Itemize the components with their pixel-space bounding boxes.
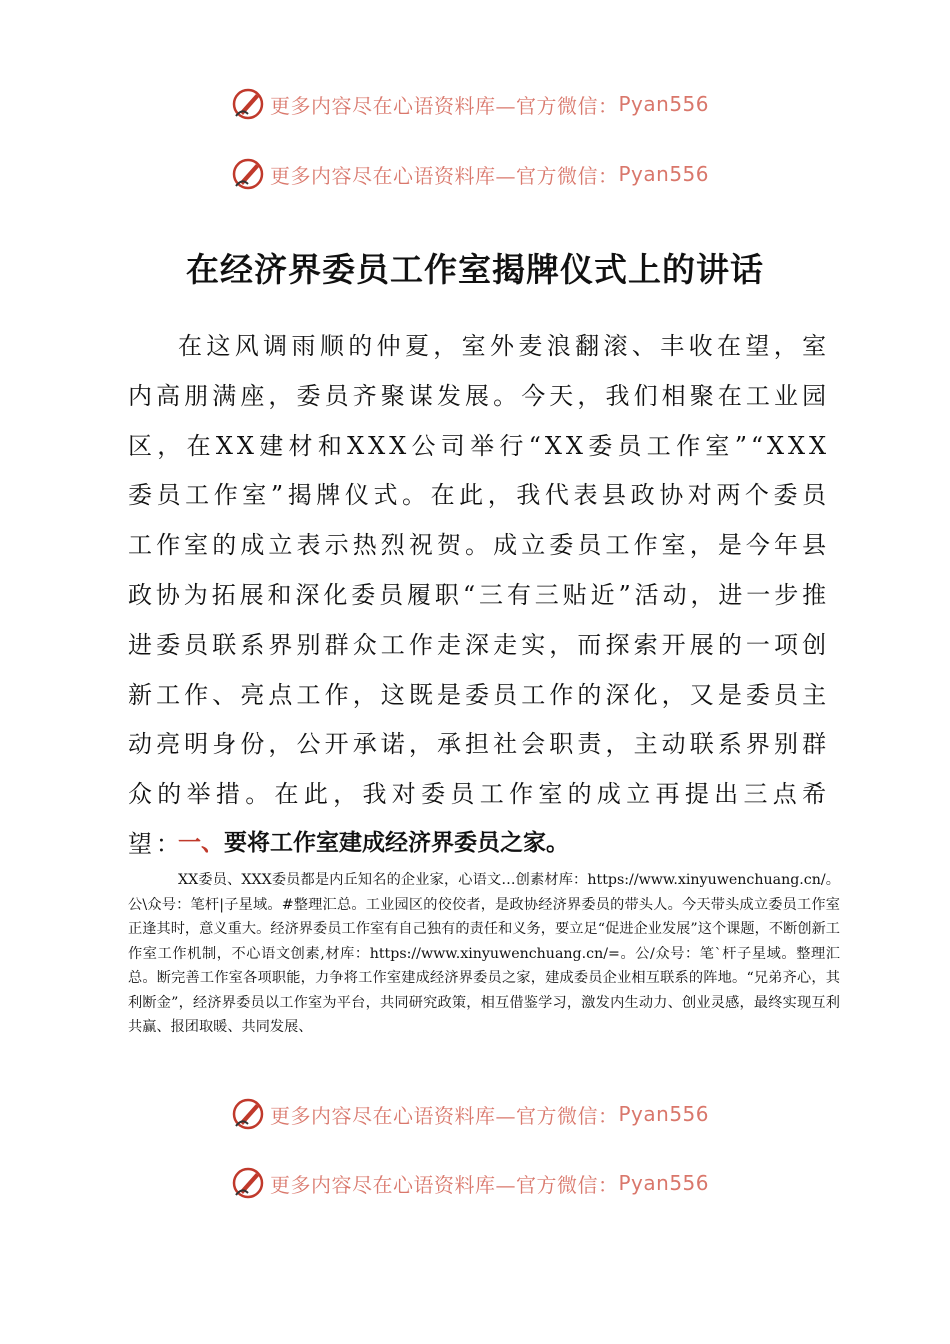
section-title: 要将工作室建成经济界委员之家。 <box>224 830 569 856</box>
section-number: 一、 <box>178 830 224 856</box>
document-title: 在经济界委员工作室揭牌仪式上的讲话 <box>186 250 764 289</box>
watermark-banner-2 <box>230 154 730 194</box>
pen-logo-icon <box>230 1096 266 1132</box>
banner-text: 更多内容尽在心语资料库—官方微信： <box>270 93 619 118</box>
section-1-body: XX委员、XXX委员都是内丘知名的企业家，心语文…创素材库：https://www.xinyuwenchuang.cn/。公\众号：笔杆|子星域。#整理汇总。工业园区的佼佼者，是政协经济界委员的带头人。今天带头成立委员工作室正逢其时，意义重大。经济界委员工作室有自己独有的责任和义务，要立足“促进企业发展”这个课题，不断创新工作室工作机制，不心语文创素,材库：https://www.xinyuwenchuang.cn/=。公/众号：笔`杆子星域。整理汇总。断完善工作室各项职能，力争将工作室建成经济界委员之家，建成委员企业相互联系的阵地。“兄弟齐心，其利断金”，经济界委员以工作室为平台，共同研究政策，相互借鉴学习，激发内生动力、创业灵感，最终实现互利共赢、报团取暖、共同发展、 <box>128 872 840 1035</box>
banner-text: 更多内容尽在心语资料库—官方微信： <box>270 1103 619 1128</box>
watermark-banner-1 <box>230 84 730 124</box>
section-heading-1 <box>178 824 569 857</box>
intro-paragraph: 在这风调雨顺的仲夏，室外麦浪翻滚、丰收在望，室内高朋满座，委员齐聚谋发展。今天，我们相聚在工业园区，在XX建材和XXX公司举行“XX委员工作室”“XXX委员工作室”揭牌仪式。在此，我代表县政协对两个委员工作室的成立表示热烈祝贺。成立委员工作室，是今年县政协为拓展和深化委员履职“三有三贴近”活动，进一步推进委员联系界别群众工作走深走实，而探索开展的一项创新工作、亮点工作，这既是委员工作的深化，又是委员主动亮明身份，公开承诺，承担社会职责，主动联系界别群众的举措。在此，我对委员工作室的成立再提出三点希望： <box>128 332 830 858</box>
banner-wechat-id: Pyan556 <box>618 162 710 186</box>
banner-wechat-id: Pyan556 <box>618 92 710 116</box>
banner-wechat-id: Pyan556 <box>618 1102 710 1126</box>
pen-logo-icon <box>230 1165 266 1201</box>
banner-wechat-id: Pyan556 <box>618 1171 710 1195</box>
banner-text: 更多内容尽在心语资料库—官方微信： <box>270 1172 619 1197</box>
banner-text: 更多内容尽在心语资料库—官方微信： <box>270 163 619 188</box>
pen-logo-icon <box>230 86 266 122</box>
pen-logo-icon <box>230 156 266 192</box>
watermark-banner-3 <box>230 1094 730 1134</box>
watermark-banner-4 <box>230 1163 730 1203</box>
